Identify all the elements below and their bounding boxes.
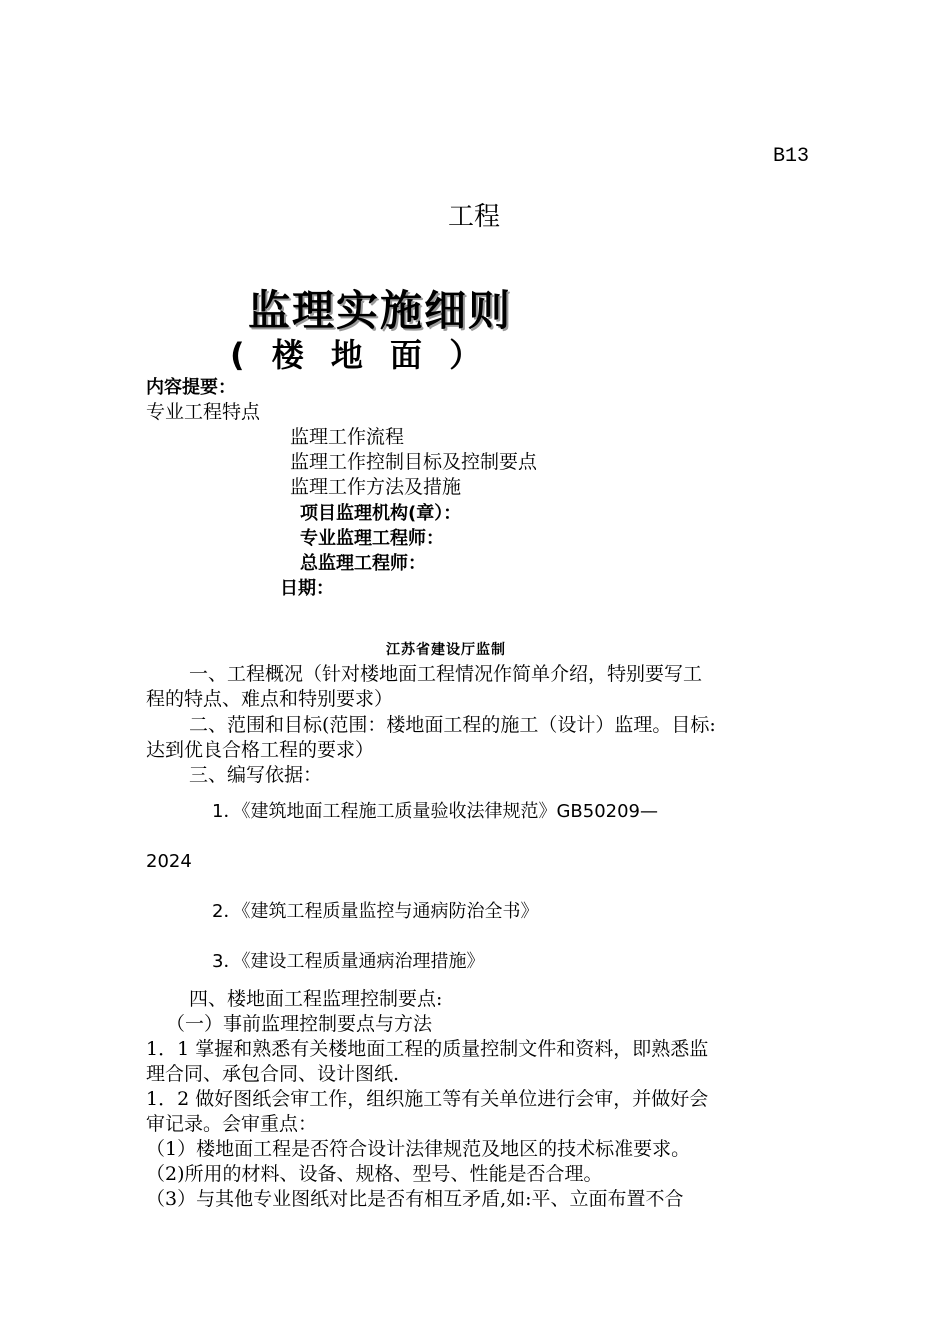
- section-2-line-1: 二、范围和目标(范围：楼地面工程的施工（设计）监理。目标:: [189, 714, 716, 736]
- supervised-by: 江苏省建设厅监制: [386, 642, 506, 658]
- summary-item: 监理工作流程: [290, 426, 405, 448]
- reference-1-line-2: 2024: [146, 851, 192, 872]
- section-3-heading: 三、编写依据：: [189, 764, 323, 786]
- section-2-line-2: 达到优良合格工程的要求）: [146, 739, 375, 761]
- summary-heading: 内容提要：: [146, 377, 236, 398]
- signature-org: 项目监理机构(章）：: [300, 503, 462, 524]
- section-1-line-2: 程的特点、难点和特别要求）: [146, 688, 394, 710]
- paragraph-1-2-line-2: 审记录。会审重点：: [146, 1113, 318, 1135]
- section-4-subheading: （一）事前监理控制要点与方法: [166, 1013, 433, 1035]
- reference-3: 3．《建设工程质量通病治理措施》: [212, 951, 485, 972]
- section-1-line-1: 一、工程概况（针对楼地面工程情况作简单介绍，特别要写工: [189, 663, 703, 685]
- paragraph-1-1-line-2: 理合同、承包合同、设计图纸.: [146, 1063, 400, 1085]
- document-subtitle: ( 楼 地 面 ）: [230, 336, 490, 374]
- document-code: B13: [773, 145, 810, 168]
- paragraph-1-1-line-1: 1．1 掌握和熟悉有关楼地面工程的质量控制文件和资料，即熟悉监: [146, 1038, 709, 1060]
- signature-date: 日期：: [280, 578, 334, 599]
- section-4-heading: 四、楼地面工程监理控制要点:: [189, 988, 443, 1010]
- paragraph-1-2-line-1: 1．2 做好图纸会审工作，组织施工等有关单位进行会审，并做好会: [146, 1088, 709, 1110]
- signature-chief: 总监理工程师：: [300, 553, 426, 574]
- summary-item: 监理工作方法及措施: [290, 476, 462, 498]
- project-label: 工程: [448, 202, 501, 232]
- document-title: 监理实施细则: [248, 286, 513, 335]
- review-point-2: （2)所用的材料、设备、规格、型号、性能是否合理。: [146, 1163, 603, 1185]
- reference-2: 2．《建筑工程质量监控与通病防治全书》: [212, 901, 539, 922]
- summary-item: 监理工作控制目标及控制要点: [290, 451, 538, 473]
- summary-item: 专业工程特点: [146, 401, 261, 423]
- signature-engineer: 专业监理工程师：: [300, 528, 444, 549]
- review-point-3: （3）与其他专业图纸对比是否有相互矛盾,如:平、立面布置不合: [146, 1188, 684, 1210]
- reference-1-line-1: 1．《建筑地面工程施工质量验收法律规范》GB50209—: [212, 801, 659, 822]
- review-point-1: （1）楼地面工程是否符合设计法律规范及地区的技术标准要求。: [146, 1138, 691, 1160]
